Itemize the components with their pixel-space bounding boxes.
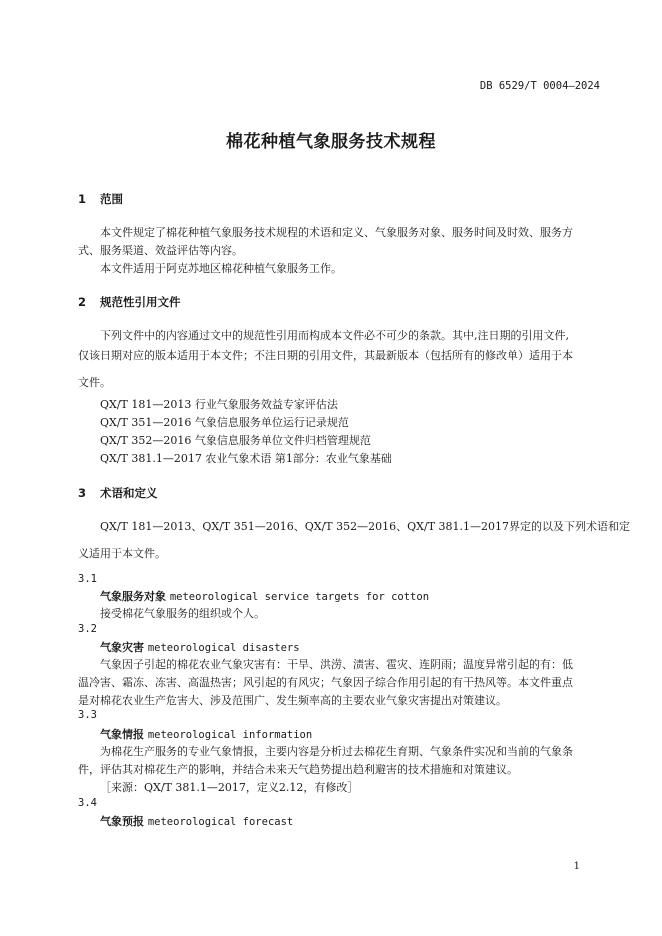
- section-3-number: 3: [78, 486, 87, 500]
- term-definition-line: 为棉花生产服务的专业气象情报，主要内容是分析过去棉花生育期、气象条件实况和当前的气象条: [100, 745, 573, 758]
- term-source-note: ［来源：QX/T 381.1—2017，定义2.12，有修改］: [100, 781, 359, 794]
- term-number: 3.2: [78, 623, 97, 635]
- section-1-number: 1: [78, 192, 87, 206]
- term-definition-line: 温冷害、霜冻、冻害、高温热害；风引起的有风灾；气象因子综合作用引起的有干热风等。本文件重点: [78, 676, 573, 689]
- section-3-title: 术语和定义: [100, 486, 158, 500]
- term-number: 3.1: [78, 573, 97, 585]
- reference-item: QX/T 351—2016 气象信息服务单位运行记录规范: [100, 416, 349, 429]
- term-heading: [100, 639, 300, 655]
- reference-item: QX/T 181—2013 行业气象服务效益专家评估法: [100, 398, 338, 411]
- section-3-heading: [78, 485, 158, 501]
- term-heading: [100, 588, 429, 604]
- term-english: meteorological forecast: [147, 816, 294, 828]
- section-2-number: 2: [78, 295, 87, 309]
- terms-paragraph-line: 义适用于本文件。: [78, 547, 166, 560]
- term-english: meteorological disasters: [147, 642, 300, 654]
- scope-paragraph-line: 本文件规定了棉花种植气象服务技术规程的术语和定义、气象服务对象、服务时间及时效、服务方: [100, 226, 573, 239]
- term-heading: [100, 726, 312, 742]
- term-number: 3.4: [78, 797, 97, 809]
- term-definition-line: 气象因子引起的棉花农业气象灾害有：干旱、洪涝、渍害、雹灾、连阴雨；温度异常引起的有：低: [100, 658, 573, 671]
- term-definition-line: 件，评估其对棉花生产的影响，并结合未来天气趋势提出趋利避害的技术措施和对策建议。: [78, 763, 518, 776]
- term-chinese: 气象预报: [100, 815, 144, 828]
- term-chinese: 气象情报: [100, 728, 144, 741]
- page-number: 1: [573, 861, 580, 872]
- references-paragraph-line: 文件。: [78, 376, 111, 389]
- term-english: meteorological information: [147, 729, 313, 741]
- reference-item: QX/T 352—2016 气象信息服务单位文件归档管理规范: [100, 434, 371, 447]
- section-2-title: 规范性引用文件: [100, 295, 181, 309]
- document-title: 棉花种植气象服务技术规程: [226, 132, 436, 152]
- standard-number: DB 6529/T 0004—2024: [479, 80, 600, 92]
- scope-paragraph-line: 式、服务渠道、效益评估等内容。: [78, 244, 243, 257]
- term-heading: [100, 813, 293, 829]
- scope-applicability: 本文件适用于阿克苏地区棉花种植气象服务工作。: [100, 262, 342, 275]
- term-number: 3.3: [78, 709, 97, 721]
- section-1-heading: [78, 191, 123, 207]
- term-chinese: 气象灾害: [100, 641, 144, 654]
- term-definition-line: 接受棉花气象服务的组织或个人。: [100, 607, 265, 620]
- term-chinese: 气象服务对象: [100, 590, 166, 603]
- terms-paragraph-line: QX/T 181—2013、QX/T 351—2016、QX/T 352—2016、QX/T 381.1—2017界定的以及下列术语和定: [100, 520, 631, 533]
- references-paragraph-line: 仅该日期对应的版本适用于本文件；不注日期的引用文件，其最新版本（包括所有的修改单）适用于本: [78, 349, 573, 362]
- term-definition-line: 是对棉花农业生产危害大、涉及范围广、发生频率高的主要农业气象灾害提出对策建议。: [78, 694, 507, 707]
- reference-item: QX/T 381.1—2017 农业气象术语 第1部分：农业气象基础: [100, 452, 392, 465]
- section-2-heading: [78, 294, 181, 310]
- term-english: meteorological service targets for cotton: [169, 591, 430, 603]
- section-1-title: 范围: [100, 192, 123, 206]
- references-paragraph-line: 下列文件中的内容通过文中的规范性引用而构成本文件必不可少的条款。其中,注日期的引用文件,: [100, 329, 569, 342]
